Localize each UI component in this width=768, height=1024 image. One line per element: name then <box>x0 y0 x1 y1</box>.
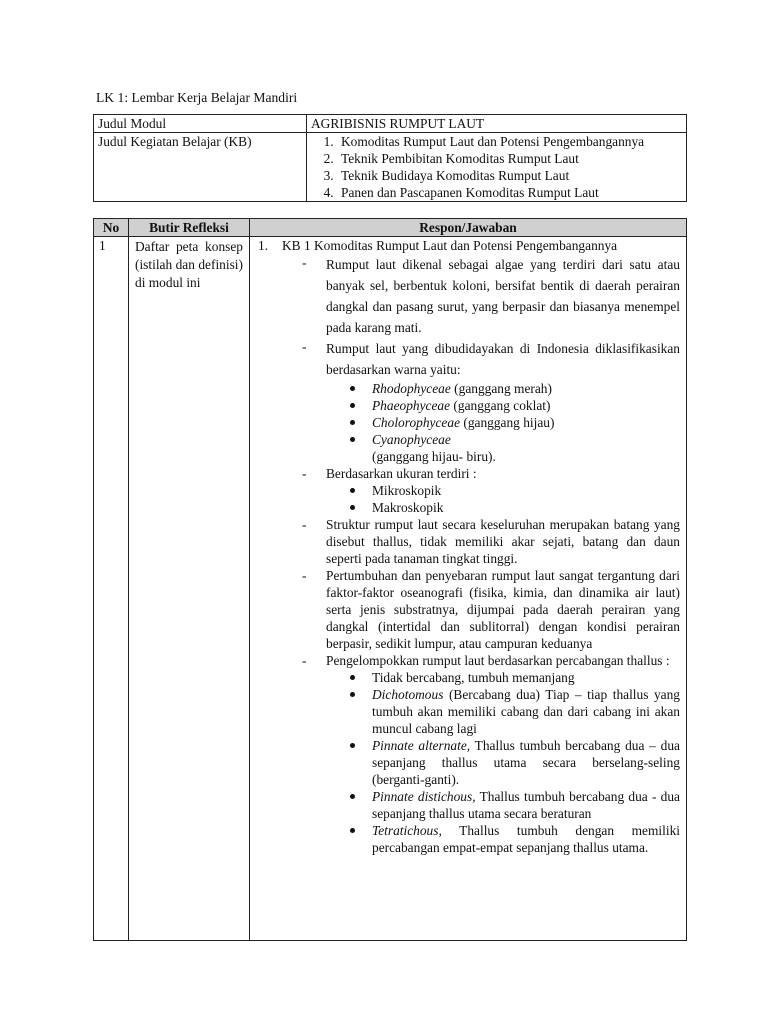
kb-item: 4. Panen dan Pascapanen Komoditas Rumput Laut <box>337 184 682 201</box>
list-item <box>326 669 680 686</box>
dash-marker: - <box>302 517 307 532</box>
species-name: Cholorophyceae <box>372 415 461 430</box>
paragraph-structure: Struktur rumput laut secara keseluruhan merupakan batang yang disebut thallus, tidak memiliki akar sejati, batang dan daun seperti pada tanaman tingkat tinggi. <box>326 517 680 566</box>
reflection-table <box>93 218 687 941</box>
bullet-icon <box>350 488 355 493</box>
dash-marker: - <box>302 568 307 583</box>
list-item <box>250 652 680 856</box>
branch-list <box>326 669 680 856</box>
list-item <box>326 737 680 788</box>
row-number: 1 <box>94 237 129 941</box>
list-item <box>326 431 680 465</box>
kb-list <box>311 133 682 201</box>
kb-row <box>94 133 687 202</box>
list-item <box>326 788 680 822</box>
color-list <box>326 380 680 465</box>
bullet-icon <box>350 420 355 425</box>
branch-desc: Thallus tumbuh dengan memiliki percabangan empat-empat sepanjang thallus utama. <box>372 823 680 855</box>
header-row <box>94 219 687 237</box>
list-item <box>326 499 680 516</box>
paragraph-classification: Rumput laut yang dibudidayakan di Indonesia diklasifikasikan berdasarkan warna yaitu: <box>326 341 680 377</box>
list-item <box>326 397 680 414</box>
list-item <box>250 567 680 652</box>
species-desc: (ganggang hijau- biru). <box>372 449 496 464</box>
respon-cell <box>250 237 687 941</box>
dash-marker: - <box>302 339 307 354</box>
kb-item: 2. Teknik Pembibitan Komoditas Rumput Laut <box>337 150 682 167</box>
branch-name: Tetratichous, <box>372 823 442 838</box>
judul-modul-value: AGRIBISNIS RUMPUT LAUT <box>307 115 687 133</box>
dash-marker: - <box>302 255 307 270</box>
header-respon: Respon/Jawaban <box>250 219 687 237</box>
kb-list-cell <box>307 133 687 202</box>
bullet-icon <box>350 743 355 748</box>
paragraph-definition: Rumput laut dikenal sebagai algae yang terdiri dari satu atau banyak sel, berbentuk koloni, bersifat bentik di daerah perairan dangkal dan pasang surut, yang berpasir dan biasanya menempel pada karang mati. <box>326 257 680 335</box>
list-item <box>250 254 680 338</box>
species-desc: (ganggang hijau) <box>460 415 555 430</box>
dash-marker: - <box>302 653 307 668</box>
bullet-icon <box>350 437 355 442</box>
butir-cell <box>129 237 250 941</box>
species-name: Phaeophyceae <box>372 398 451 413</box>
list-item <box>326 380 680 397</box>
dash-marker: - <box>302 466 307 481</box>
size-label: Mikroskopik <box>372 483 442 498</box>
module-info-table <box>93 114 687 202</box>
bullet-icon <box>350 794 355 799</box>
branch-name: Dichotomous <box>372 687 444 702</box>
branch-desc: Thallus tumbuh bercabang dua - dua sepanjang thallus utama secara beraturan <box>372 789 681 821</box>
size-list <box>326 482 680 516</box>
bullet-icon <box>350 386 355 391</box>
list-item <box>250 338 680 465</box>
list-item <box>326 686 680 737</box>
species-name: Rhodophyceae <box>372 381 451 396</box>
page-title: LK 1: Lembar Kerja Belajar Mandiri <box>96 90 298 105</box>
bullet-icon <box>350 828 355 833</box>
paragraph-grouping: Pengelompokkan rumput laut berdasarkan percabangan thallus : <box>326 653 670 668</box>
header-no: No <box>94 219 129 237</box>
species-name: Cyanophyceae <box>372 432 451 447</box>
paragraph-size: Berdasarkan ukuran terdiri : <box>326 466 477 481</box>
branch-name: Pinnate alternate, <box>372 738 471 753</box>
kb-item: 3. Teknik Budidaya Komoditas Rumput Laut <box>337 167 682 184</box>
list-item <box>326 482 680 499</box>
butir-text: Daftar peta konsep (istilah dan definisi) di modul ini <box>135 239 243 290</box>
kb-heading <box>250 237 680 254</box>
species-desc: (ganggang merah) <box>450 381 552 396</box>
branch-desc: Tidak bercabang, tumbuh memanjang <box>372 670 575 685</box>
table-row <box>94 237 687 941</box>
paragraph-growth: Pertumbuhan dan penyebaran rumput laut sangat tergantung dari faktor-faktor oseanografi (fisika, kimia, dan dinamika air laut) serta jenis substratnya, dijumpai pada daerah perairan yang dangkal (intertidal dan sublitorral) dengan kondisi perairan berpasir, sedikit lumpur, atau campuran keduanya <box>326 568 680 651</box>
list-item <box>250 465 680 516</box>
list-item <box>250 516 680 567</box>
kb-heading-number: 1. <box>258 238 269 253</box>
judul-modul-label: Judul Modul <box>94 115 307 133</box>
kb-heading-text: KB 1 Komoditas Rumput Laut dan Potensi Pengembangannya <box>282 238 618 253</box>
header-butir: Butir Refleksi <box>129 219 250 237</box>
list-item <box>326 414 680 431</box>
judul-modul-row <box>94 115 687 133</box>
branch-name: Pinnate distichous, <box>372 789 476 804</box>
bullet-icon <box>350 675 355 680</box>
kb-label: Judul Kegiatan Belajar (KB) <box>94 133 307 202</box>
list-item <box>326 822 680 856</box>
bullet-icon <box>350 403 355 408</box>
bullet-icon <box>350 692 355 697</box>
size-label: Makroskopik <box>372 500 444 515</box>
bullet-icon <box>350 505 355 510</box>
branch-desc: (Bercabang dua) Tiap – tiap thallus yang tumbuh akan memiliki cabang dan dari cabang ini akan muncul cabang lagi <box>372 687 680 736</box>
concept-list <box>250 254 680 856</box>
species-desc: (ganggang coklat) <box>450 398 551 413</box>
kb-item: 1. Komoditas Rumput Laut dan Potensi Pengembangannya <box>337 133 682 150</box>
branch-desc: Thallus tumbuh bercabang dua – dua sepanjang thallus utama secara berselang-seling (berganti-ganti). <box>372 738 680 787</box>
